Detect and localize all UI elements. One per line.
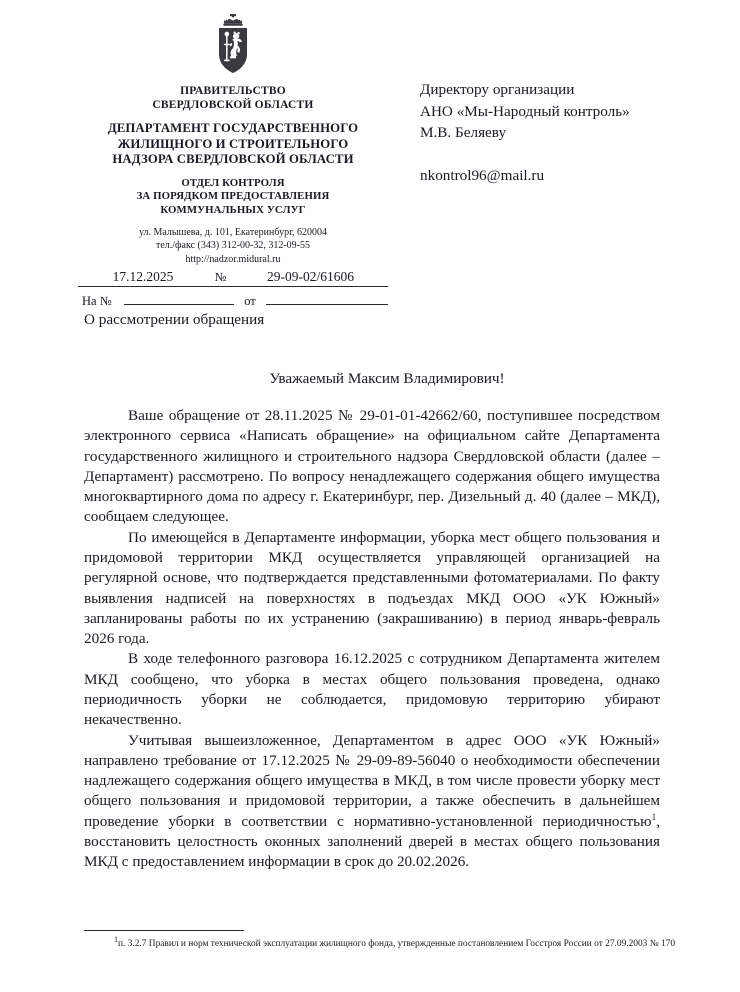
outgoing-date: 17.12.2025 bbox=[112, 268, 174, 284]
footnote-entry bbox=[84, 934, 704, 952]
division-title-line-1: ОТДЕЛ КОНТРОЛЯ bbox=[181, 176, 285, 189]
subject-line: О рассмотрении обращения bbox=[84, 311, 265, 328]
body-paragraph-1: Ваше обращение от 28.11.2025 № 29-01-01-42662/60, поступившее посредством электронного сервиса «Написать обращение» на официальном сайте Департамента государственного жилищного и строительного надзора Свердловской области (далее – Департамент) рассмотрено. По вопросу ненадлежащего содержания общего имущества многоквартирного дома по адресу г. Екатеринбург, пер. Дизельный д. 40 (далее – МКД), сообщаем следующее. bbox=[84, 407, 660, 526]
number-sign: № bbox=[214, 269, 227, 284]
website-url: http://nadzor.midural.ru bbox=[185, 253, 281, 265]
body-paragraph-3: В ходе телефонного разговора 16.12.2025 с сотрудником Департамента жителем МКД сообщено, что уборка в местах общего пользования проведена, однако периодичность уборки не соблюдается, придомовую территорию убирают некачественно. bbox=[84, 650, 660, 729]
reply-from-label: от bbox=[244, 293, 256, 308]
addressee-line-2: АНО «Мы-Народный контроль» bbox=[420, 102, 630, 120]
outgoing-number: 29-09-02/61606 bbox=[267, 268, 354, 284]
department-title-line-2: ЖИЛИЩНОГО И СТРОИТЕЛЬНОГО bbox=[117, 136, 349, 151]
body-paragraph-4-part-2: , восстановить целостность оконных заполнений дверей в местах общего пользования МКД с предоставлением информации в срок до 20.02.2026. bbox=[84, 812, 660, 871]
phone-fax: тел./факс (343) 312-00-32, 312-09-55 bbox=[155, 240, 311, 252]
footnote-separator-rule bbox=[84, 930, 244, 931]
government-title bbox=[78, 84, 388, 112]
sverdlovsk-oblast-coat-of-arms-icon bbox=[210, 12, 256, 76]
footnote-body-text: п. 3.2.7 Правил и норм технической эксплуатации жилищного фонда, утвержденные постановлением Госстроя России от 27.09.2003 № 170 bbox=[118, 939, 676, 949]
department-title-line-3: НАДЗОРА СВЕРДЛОВСКОЙ ОБЛАСТИ bbox=[112, 152, 354, 167]
government-title-line-2: СВЕРДЛОВСКОЙ ОБЛАСТИ bbox=[152, 99, 314, 112]
body-paragraph-4-part-1: Учитывая вышеизложенное, Департаментом в адрес ООО «УК Южный» направлено требование от 17.12.2025 № 29-09-89-56040 о необходимости обеспечении надлежащего содержания общего имущества в МКД, в том числе провести уборку мест общего пользования и придомовой территории, а также обеспечить в дальнейшем проведение уборки в соответствии с нормативно-установленной периодичностью bbox=[84, 731, 660, 830]
body-paragraph-2: По имеющейся в Департаменте информации, уборка мест общего пользования и придомовой территории МКД осуществляется управляющей организацией на регулярной основе, что подтверждается представленными фотоматериалами. По факту выявления надписей на поверхностях в подъездах МКД ООО «УК Южный» запланированы работы по их устранению (закрашиванию) в период январь-февраль 2026 года. bbox=[84, 528, 660, 648]
division-title bbox=[78, 177, 388, 217]
department-title-line-1: ДЕПАРТАМЕНТ ГОСУДАРСТВЕННОГО bbox=[107, 121, 359, 136]
salutation: Уважаемый Максим Владимирович! bbox=[269, 370, 505, 387]
postal-address: ул. Малышева, д. 101, Екатеринбург, 620004 bbox=[138, 226, 328, 238]
department-title bbox=[78, 121, 388, 168]
reply-to-label: На № bbox=[82, 293, 112, 308]
addressee-line-1: Директору организации bbox=[420, 81, 575, 98]
document-body bbox=[84, 406, 660, 872]
contact-details bbox=[78, 226, 388, 266]
addressee-line-3: М.В. Беляеву bbox=[420, 124, 507, 142]
government-title-line-1: ПРАВИТЕЛЬСТВО bbox=[180, 85, 286, 97]
footnote-area bbox=[84, 930, 704, 952]
footnote-reference-marker: 1 bbox=[651, 812, 657, 823]
division-title-line-2: ЗА ПОРЯДКОМ ПРЕДОСТАВЛЕНИЯ bbox=[136, 190, 330, 203]
body-paragraph-4 bbox=[84, 731, 660, 873]
reference-block bbox=[78, 270, 388, 309]
addressee-email: nkontrol96@mail.ru bbox=[420, 166, 545, 184]
letterhead-block bbox=[78, 12, 388, 308]
reply-from-value bbox=[266, 291, 388, 305]
division-title-line-3: КОММУНАЛЬНЫХ УСЛУГ bbox=[160, 203, 306, 216]
addressee-block bbox=[420, 79, 720, 186]
incoming-reference-row bbox=[78, 291, 388, 309]
outgoing-reference-row bbox=[78, 270, 388, 287]
reply-to-value bbox=[124, 291, 234, 305]
footnote-marker: 1 bbox=[114, 934, 118, 944]
